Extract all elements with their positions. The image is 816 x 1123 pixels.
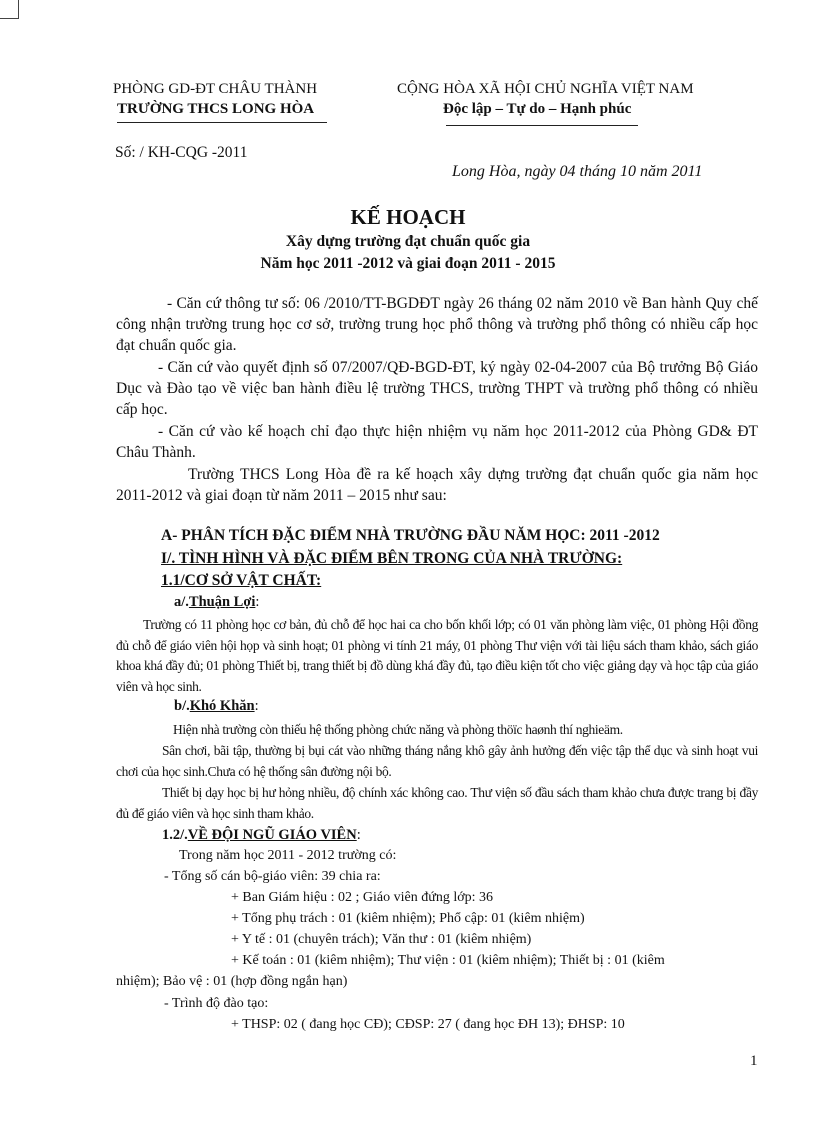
- basis-paragraph-3: - Căn cứ vào kế hoạch chỉ đạo thực hiện nhiệm vụ năm học 2011-2012 của Phòng GD& ĐT Châu Thành.: [116, 423, 758, 461]
- document-number: Số: / KH-CQG -2011: [115, 144, 248, 161]
- national-motto: Độc lập – Tự do – Hạnh phúc: [443, 101, 632, 117]
- place-date: Long Hòa, ngày 04 tháng 10 năm 2011: [452, 163, 703, 180]
- advantages-colon: :: [255, 594, 260, 610]
- basis-paragraph-2: - Căn cứ vào quyết định số 07/2007/QĐ-BGD-ĐT, ký ngày 02-04-2007 của Bộ trưởng Bộ Giáo Dục và Đào tạo về việc ban hành điều lệ trường THCS, trường THPT và trường phổ thông có nhiều cấp học.: [116, 359, 758, 418]
- section-1-2-title: VỀ ĐỘI NGŨ GIÁO VIÊN: [187, 827, 357, 843]
- section-1-1-heading: 1.1/CƠ SỞ VẬT CHẤT:: [161, 572, 322, 589]
- school-name-underline: [117, 122, 327, 123]
- staff-line-1: + Ban Giám hiệu : 02 ; Giáo viên đứng lớp: 36: [231, 890, 494, 905]
- advantages-title: Thuận Lợi: [188, 594, 256, 610]
- section-1-2-heading: [162, 827, 361, 844]
- difficulty-item-1: Hiện nhà trường còn thiếu hệ thống phòng chức năng và phòng thöïc haønh thí nghieäm.: [173, 722, 623, 737]
- page-number: 1: [750, 1053, 758, 1069]
- staff-line-3: + Y tế : 01 (chuyên trách); Văn thư : 01 (kiêm nhiệm): [231, 932, 532, 947]
- document-subtitle-2: Năm học 2011 -2012 và giai đoạn 2011 - 2015: [260, 255, 556, 272]
- basis-paragraph-1: - Căn cứ thông tư số: 06 /2010/TT-BGDĐT ngày 26 tháng 02 năm 2010 về Ban hành Quy chế công nhận trường trung học cơ sở, trường trung học phổ thông và trường phổ thông có nhiều cấp học đạt chuẩn quốc gia.: [116, 295, 758, 354]
- advantages-heading: [174, 594, 259, 611]
- document-subtitle-1: Xây dựng trường đạt chuẩn quốc gia: [285, 233, 531, 250]
- difficulties-colon: :: [254, 698, 259, 714]
- staff-intro: Trong năm học 2011 - 2012 trường có:: [179, 848, 397, 863]
- staff-accounting-line-2: nhiệm); Bảo vệ : 01 (hợp đồng ngắn hạn): [116, 974, 348, 989]
- difficulties-title: Khó Khăn: [189, 698, 255, 714]
- training-line: + THSP: 02 ( đang học CĐ); CĐSP: 27 ( đang học ĐH 13); ĐHSP: 10: [231, 1017, 625, 1032]
- advantages-paragraph: Trường có 11 phòng học cơ bản, đủ chỗ để học hai ca cho bốn khối lớp; có 01 văn phòng làm việc, 01 phòng Hội đồng đủ chỗ để giáo viên hội họp và sinh hoạt; 01 phòng vi tính 21 máy, 01 phòng Thư viện với tài liệu sách tham khảo, sách giáo khoa khá đầy đủ; 01 phòng Thiết bị, trang thiết bị đồ dùng khá đầy đủ, tạo điều kiện tốt cho việc giảng dạy và học tập của giáo viên và học sinh.: [116, 617, 758, 694]
- motto-underline: [446, 125, 638, 126]
- department-name: PHÒNG GD-ĐT CHÂU THÀNH: [113, 81, 318, 97]
- difficulties-heading: [174, 698, 259, 715]
- section-a-heading: A- PHÂN TÍCH ĐẶC ĐIỂM NHÀ TRƯỜNG ĐẦU NĂM HỌC: 2011 -2012: [161, 527, 660, 544]
- section-1-2-prefix: 1.2/.: [162, 827, 188, 843]
- national-title: CỘNG HÒA XÃ HỘI CHỦ NGHĨA VIỆT NAM: [397, 81, 694, 97]
- school-name: TRƯỜNG THCS LONG HÒA: [117, 101, 315, 117]
- advantages-prefix: a/.: [174, 594, 189, 610]
- difficulty-item-2: Sân chơi, bãi tập, thường bị bụi cát vào những tháng nắng khô gây ảnh hưởng đến việc tập thể dục và sinh hoạt vui chơi của học sinh.Chưa có hệ thống sân đường nội bộ.: [116, 743, 758, 779]
- basis-paragraph-4: Trường THCS Long Hòa đề ra kế hoạch xây dựng trường đạt chuẩn quốc gia năm học 2011-2012 và giai đoạn từ năm 2011 – 2015 như sau:: [116, 466, 758, 504]
- staff-line-2: + Tổng phụ trách : 01 (kiêm nhiệm); Phổ cập: 01 (kiêm nhiệm): [231, 911, 585, 926]
- section-1-2-colon: :: [356, 827, 361, 843]
- document-title: KẾ HOẠCH: [350, 205, 466, 229]
- difficulty-item-3: Thiết bị dạy học bị hư hỏng nhiều, độ chính xác không cao. Thư viện số đầu sách tham khảo chưa được trang bị đầy đủ để giáo viên và học sinh tham khảo.: [116, 785, 758, 821]
- section-i-heading: I/. TÌNH HÌNH VÀ ĐẶC ĐIỂM BÊN TRONG CỦA NHÀ TRƯỜNG:: [161, 550, 623, 567]
- difficulties-prefix: b/.: [174, 698, 190, 714]
- page-corner-mark: [0, 0, 19, 19]
- staff-accounting-line-1: + Kế toán : 01 (kiêm nhiệm); Thư viện : 01 (kiêm nhiệm); Thiết bị : 01 (kiêm: [231, 953, 665, 968]
- training-heading: - Trình độ đào tạo:: [164, 996, 269, 1011]
- staff-total: - Tổng số cán bộ-giáo viên: 39 chia ra:: [164, 869, 381, 884]
